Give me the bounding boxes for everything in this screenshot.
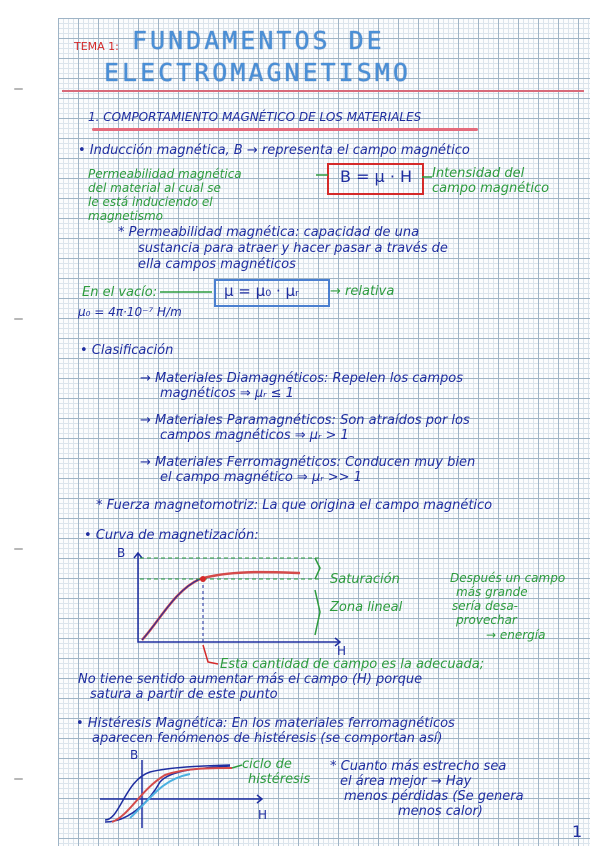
cuanto-line: el área mejor → Hay xyxy=(340,774,472,789)
permeabilidad-def: * Permeabilidad magnética: capacidad de una xyxy=(118,225,420,240)
clasif-item-line1: → Materiales Paramagnéticos: Son atraídos por los xyxy=(140,413,470,428)
saturation-brace xyxy=(315,558,320,579)
axis-b-label: B xyxy=(117,546,126,560)
operating-point xyxy=(200,576,206,582)
page-number: 1 xyxy=(572,822,583,841)
ciclo-label: ciclo de xyxy=(242,757,292,772)
histeresis-line: • Histéresis Magnética: En los materiales ferromagnéticos xyxy=(76,716,455,731)
note-line: Después un campo xyxy=(450,571,566,585)
ciclo-label: histéresis xyxy=(248,772,311,787)
hysteresis-loop-cyan xyxy=(130,774,190,818)
cantidad-arrow xyxy=(203,645,218,664)
cuanto-line: * Cuanto más estrecho sea xyxy=(330,759,507,774)
no-tiene-sentido: No tiene sentido aumentar más el campo (H) porque xyxy=(78,672,423,687)
perm-label: del material al cual se xyxy=(88,181,221,195)
ciclo-arrow xyxy=(232,765,242,768)
magnetization-curve xyxy=(142,572,300,640)
intensidad-label: campo magnético xyxy=(432,181,550,196)
induccion-line: • Inducción magnética, B → representa el campo magnético xyxy=(78,143,470,158)
clasif-item-line2: el campo magnético ⇒ μᵣ >> 1 xyxy=(160,470,362,485)
histeresis-line: aparecen fenómenos de histéresis (se comportan así) xyxy=(92,731,443,746)
clasif-item-line2: campos magnéticos ⇒ μᵣ > 1 xyxy=(160,428,349,443)
axis-h-label: H xyxy=(337,644,347,658)
note-line: provechar xyxy=(456,613,517,627)
hyst-axis-b-label: B xyxy=(130,748,139,762)
page-title-line2: ELECTROMAGNETISMO xyxy=(104,58,411,87)
saturacion-label: Saturación xyxy=(330,572,400,587)
section-heading: 1. COMPORTAMIENTO MAGNÉTICO DE LOS MATERIALES xyxy=(88,110,422,124)
intensidad-label: Intensidad del xyxy=(432,166,525,181)
page-title-line1: FUNDAMENTOS DE xyxy=(132,26,385,55)
title-prefix: TEMA 1: xyxy=(74,40,119,53)
note-line: sería desa- xyxy=(452,599,519,613)
clasif-item-line2: magnéticos ⇒ μᵣ ≤ 1 xyxy=(160,386,294,401)
relativa-label: → relativa xyxy=(330,284,395,299)
perm-label: le está induciendo el xyxy=(88,195,213,209)
permeabilidad-def: sustancia para atraer y hacer pasar a través de xyxy=(138,241,448,256)
mu0-value: μ₀ = 4π·10⁻⁷ H/m xyxy=(78,305,182,319)
cuanto-line: menos pérdidas (Se genera xyxy=(344,789,524,804)
cuanto-line: menos calor) xyxy=(398,804,483,819)
linear-brace xyxy=(315,590,320,635)
zona-lineal-label: Zona lineal xyxy=(330,600,403,615)
cantidad-label: Esta cantidad de campo es la adecuada; xyxy=(220,657,485,672)
fuerza-magnetomotriz: * Fuerza magnetomotriz: La que origina el campo magnético xyxy=(96,498,493,513)
hyst-axis-h-label: H xyxy=(258,808,268,822)
induccion-formula: B = μ · H xyxy=(340,167,413,186)
clasificacion-title: • Clasificación xyxy=(80,343,174,358)
permeabilidad-def: ella campos magnéticos xyxy=(138,257,296,272)
vacio-label: En el vacío: xyxy=(82,285,158,300)
clasif-item-line1: → Materiales Diamagnéticos: Repelen los campos xyxy=(140,371,464,386)
perm-label: magnetismo xyxy=(88,209,163,223)
clasif-item-line1: → Materiales Ferromagnéticos: Conducen muy bien xyxy=(140,455,476,470)
relative-formula: μ = μ₀ · μᵣ xyxy=(224,282,299,300)
perm-label: Permeabilidad magnética xyxy=(88,167,242,181)
curva-title: • Curva de magnetización: xyxy=(84,528,259,543)
note-line: más grande xyxy=(456,585,528,599)
no-tiene-sentido: satura a partir de este punto xyxy=(90,687,278,702)
magnetization-axes xyxy=(134,553,340,646)
note-line: → energía xyxy=(486,628,546,642)
